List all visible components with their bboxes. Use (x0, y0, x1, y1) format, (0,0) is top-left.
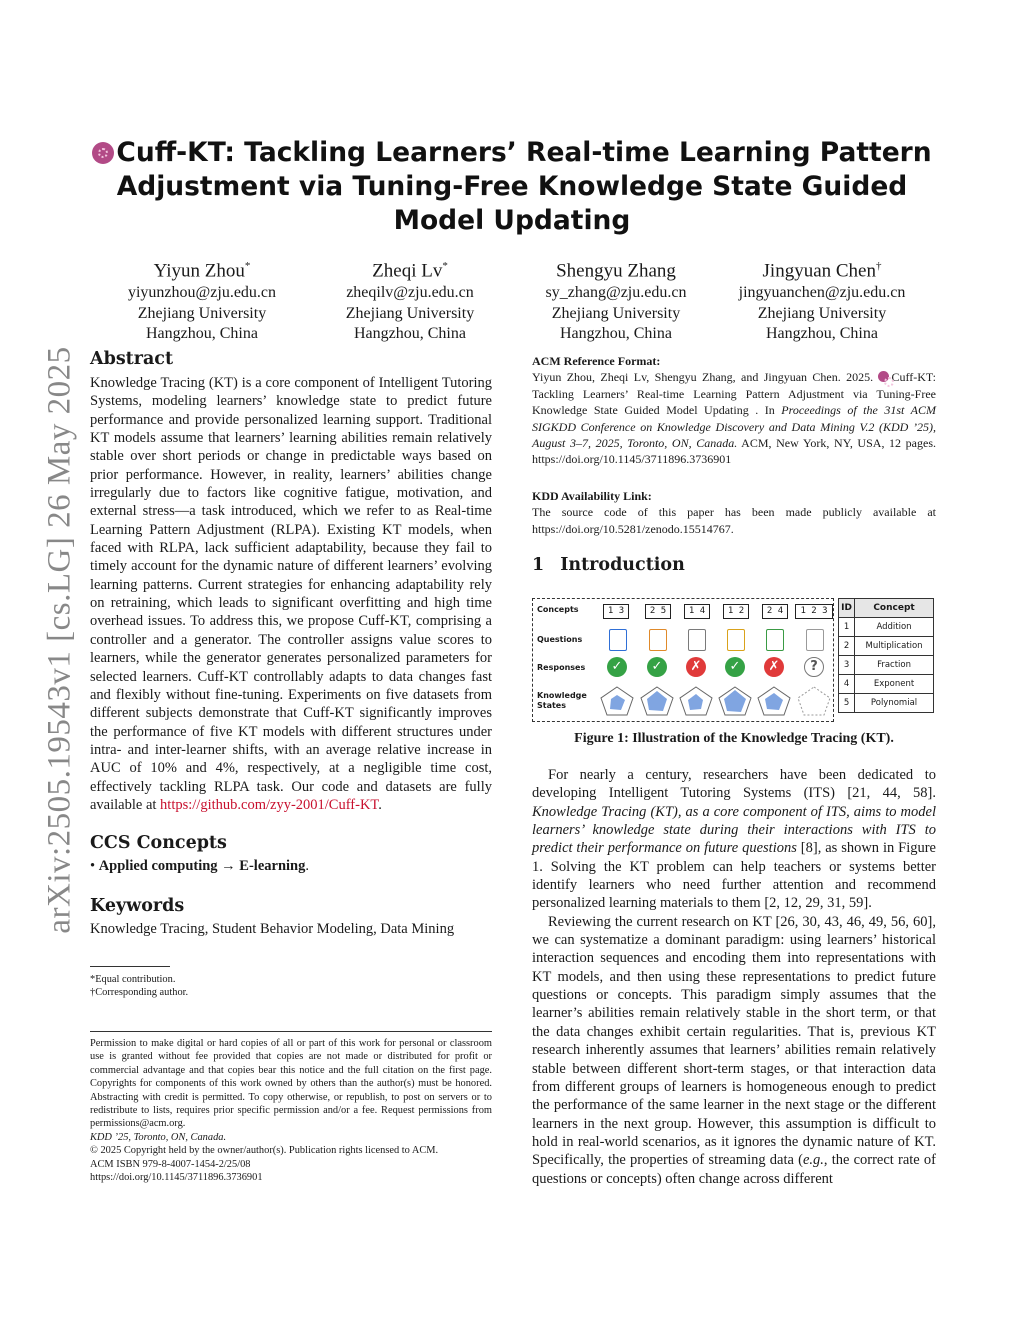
question-icon (727, 629, 745, 651)
abstract-text: Knowledge Tracing (KT) is a core component of Intelligent Tutoring Systems, modeling learners’ knowledge state to predict future performance and provide personalized learning support. Traditional KT models assume that learners’ learning abilities remain relatively stable over short periods or change in predictable ways based on prior performance. However, in reality, learners’ abilities change irregularly due to factors like cognitive fatigue, motivation, and external stress—a task introduced, which we refer to as Real-time Learning Pattern Adjustment (RLPA). Existing KT models, when faced with RLPA, lack sufficient adaptability, because they fail to timely account for the dynamic nature of different learners’ evolving learning patterns. Current strategies for enhancing adaptability rely on retraining, which leads to significant overfitting and high time overhead issues. To address this, we propose Cuff-KT, comprising a controller and a generator. The controller assigns value scores to learners, while the generator generates personalized parameters for selected learners. Cuff-KT controllably adapts to data changes fast and flexibly without fine-tuning. Experiments on five datasets from different subjects demonstrate that Cuff-KT significantly improves the performance of five KT models with different structures under intra- and inter-learner shifts, with an average relative increase in AUC of 10% and 4%, respectively, at a negligible time cost, effectively tackling RLPA task. Our code and datasets are fully available at (90, 375, 492, 813)
intro-text: For nearly a century, researchers have been dedicated to developing Intelligent Tutoring Systems (ITS) [21, 44, 58]. (532, 767, 936, 802)
author-block (496, 254, 736, 345)
intro-text: Reviewing the current research on KT [26, 30, 43, 46, 49, 56, 60], we can systematize a dominant paradigm: using learners’ historical interaction sequences and encoding them into representations with KT models, and then using these representations to predict future questions or concepts. This paradigm simply assumes that the learner’s abilities remain relatively stable in the short term, or that the data changes exhibit certain regularities. That is, previous KT research inherently assumes that learners’ abilities remain relatively stable between different short-term stages, or that interaction data from different groups of learners is homogeneous enough to predict the performance of the same learner in the next stage or the different learners in the next group. However, this assumption is difficult to hold in real-world scenarios, as it ignores the dynamic nature of KT. Specifically, the properties of streaming data ( (532, 913, 936, 1169)
footnote: *Equal contribution. (90, 974, 176, 985)
acm-ref-venue: Proceedings of the 31st ACM SIGKDD Conference on Knowledge Discovery and Data Mining V.2 (KDD ’25), August 3–7, 2025, Toronto, ON, Canada. (532, 403, 936, 451)
paper-title (90, 136, 934, 238)
concept-pair: 1 2 (723, 604, 749, 619)
permission-rule (90, 1031, 492, 1032)
footnote: †Corresponding author. (90, 987, 189, 999)
author-email: sy_zhang@zju.edu.cn (545, 284, 687, 302)
availability-section (532, 488, 936, 537)
section-number: 1 (532, 555, 545, 575)
abstract-end: . (378, 796, 382, 813)
concept-name: Addition (855, 618, 934, 637)
cuff-logo-icon (878, 371, 889, 382)
acm-reference (532, 353, 936, 468)
author-name: Zheqi Lv (372, 260, 443, 282)
table-row (839, 656, 934, 675)
acm-ref-title: Cuff-KT: Tackling Learners’ Real-time Learning Pattern Adjustment via Tuning-Free Knowledge State Guided Model Updating . In (532, 370, 936, 418)
question-icon (806, 629, 824, 651)
keywords-text: Knowledge Tracing, Student Behavior Modeling, Data Mining (90, 921, 455, 937)
concept-name: Exponent (855, 675, 934, 694)
acm-ref-heading: ACM Reference Format: (532, 354, 661, 368)
intro-body (532, 766, 936, 1188)
knowledge-state-radar (754, 685, 794, 717)
author-mark: * (442, 260, 448, 272)
concept-id: 1 (839, 618, 855, 637)
author-name: Yiyun Zhou (153, 260, 245, 282)
intro-italic: Knowledge Tracing (KT), as a core component of ITS, aims to model learners’ knowledge state during their interactions with ITS to predict their performance on future questions (532, 803, 936, 857)
acm-ref-body (532, 369, 936, 467)
author-block (290, 254, 530, 345)
author-email: jingyuanchen@zju.edu.cn (738, 284, 906, 302)
permission-text: Permission to make digital or hard copies of all or part of this work for personal or classroom use is granted without fee provided that copies are not made or distributed for profit or commercial advantage and that copies bear this notice and the full citation on the first page. Copyrights for components of this work owned by others than the author(s) must be honored. Abstracting with credit is permitted. To copy otherwise, or republish, to post on servers or to redistribute to lists, requires prior specific permission and/or a fee. Request permissions from permissions@acm.org. (90, 1038, 492, 1130)
keywords-heading: Keywords (90, 896, 185, 916)
author-affiliation: Zhejiang University (757, 304, 887, 322)
table-row (839, 675, 934, 694)
author-affiliation: Zhejiang University (551, 304, 681, 322)
concept-pair: 1 2 3 (795, 604, 833, 619)
keywords-section (90, 896, 492, 938)
concept-id: 2 (839, 637, 855, 656)
question-icon (609, 629, 627, 651)
response-wrong-icon: ✗ (764, 657, 784, 677)
ccs-item (90, 857, 492, 875)
knowledge-state-radar (676, 685, 716, 717)
figure-1 (532, 598, 936, 724)
author-name: Jingyuan Chen (762, 260, 876, 282)
concept-pair: 1 3 (603, 604, 629, 619)
row-label-questions: Questions (537, 635, 583, 644)
concept-id: 5 (839, 694, 855, 713)
acm-ref-doi: ACM, New York, NY, USA, 12 pages. https://doi.org/10.1145/3711896.3736901 (532, 436, 936, 467)
concept-id: 3 (839, 656, 855, 675)
table-row (839, 618, 934, 637)
row-label-responses: Responses (537, 663, 586, 672)
cuff-logo-icon (92, 142, 114, 164)
table-header: Concept (855, 599, 934, 618)
ccs-section (90, 833, 492, 875)
abstract-body (90, 374, 492, 814)
concept-pair: 2 4 (762, 604, 788, 619)
figure-caption: Figure 1: Illustration of the Knowledge Tracing (KT). (574, 731, 894, 746)
ccs-bullet: • (90, 858, 99, 874)
footnote-rule (90, 966, 170, 967)
footnotes (90, 973, 492, 1000)
doi: https://doi.org/10.1145/3711896.3736901 (90, 1172, 263, 1184)
concept-pair: 1 4 (684, 604, 710, 619)
isbn: ACM ISBN 979-8-4007-1454-2/25/08 (90, 1158, 251, 1170)
knowledge-state-radar (637, 685, 677, 717)
ccs-item-text: Applied computing → E-learning (98, 858, 306, 874)
intro-italic: e.g. (802, 1152, 824, 1169)
title-text: Cuff-KT: Tackling Learners’ Real-time Learning Pattern Adjustment via Tuning-Free Knowledge State Guided Model Updating (116, 137, 932, 236)
intro-paragraph-2 (532, 913, 936, 1188)
response-correct-icon: ✓ (607, 657, 627, 677)
author-affiliation: Zhejiang University (345, 304, 475, 322)
knowledge-state-radar (715, 685, 755, 717)
table-row (839, 637, 934, 656)
author-location: Hangzhou, China (766, 325, 878, 343)
row-label-knowledge-states: Knowledge States (537, 691, 587, 710)
intro-text: [8], as shown in Figure 1. Solving the KT problem can help teachers or systems better identify learners who need further attention and recommend personalized learning materials to them [2, 12, 29, 31, 59]. (532, 840, 936, 912)
table-header: ID (839, 599, 855, 618)
abstract-heading: Abstract (90, 349, 174, 369)
permission-block (90, 1037, 492, 1184)
author-block (702, 254, 942, 345)
author-affiliation: Zhejiang University (137, 304, 267, 322)
author-location: Hangzhou, China (560, 325, 672, 343)
question-icon (688, 629, 706, 651)
author-block (82, 254, 322, 345)
question-icon (649, 629, 667, 651)
copyright: © 2025 Copyright held by the owner/author(s). Publication rights licensed to ACM. (90, 1145, 439, 1157)
author-name: Shengyu Zhang (556, 260, 676, 282)
ccs-heading: CCS Concepts (90, 833, 227, 853)
intro-text: , the correct rate of questions or concepts) often change across different (532, 1152, 936, 1187)
author-location: Hangzhou, China (146, 325, 258, 343)
concept-name: Fraction (855, 656, 934, 675)
author-location: Hangzhou, China (354, 325, 466, 343)
kt-sequence-panel (532, 598, 834, 722)
knowledge-state-radar (597, 685, 637, 717)
knowledge-state-radar (794, 685, 834, 717)
arxiv-stamp: arXiv:2505.19543v1 [cs.LG] 26 May 2025 (41, 346, 78, 934)
acm-ref-authors: Yiyun Zhou, Zheqi Lv, Shengyu Zhang, and Jingyuan Chen. 2025. (532, 370, 879, 385)
concept-name: Polynomial (855, 694, 934, 713)
table-row (839, 694, 934, 713)
venue: KDD ’25, Toronto, ON, Canada. (90, 1131, 227, 1143)
author-email: yiyunzhou@zju.edu.cn (127, 284, 277, 302)
author-mark: * (244, 260, 251, 272)
author-mark: † (875, 260, 882, 272)
abstract-section (90, 349, 492, 814)
concept-name: Multiplication (855, 637, 934, 656)
ccs-end: . (305, 858, 309, 874)
availability-heading: KDD Availability Link: (532, 489, 652, 503)
author-email: zheqilv@zju.edu.cn (346, 284, 474, 302)
response-wrong-icon: ✗ (686, 657, 706, 677)
availability-text: The source code of this paper has been made publicly available at https://doi.org/10.5281/zenodo.15514767. (532, 505, 936, 536)
question-icon (766, 629, 784, 651)
intro-paragraph-1 (532, 766, 936, 913)
concept-table (838, 598, 934, 713)
row-label-concepts: Concepts (537, 605, 579, 614)
intro-heading-block (532, 555, 936, 575)
response-correct-icon: ✓ (725, 657, 745, 677)
concept-pair: 2 5 (645, 604, 671, 619)
response-unknown-icon: ? (804, 657, 824, 677)
github-link[interactable]: https://github.com/zyy-2001/Cuff-KT (160, 796, 379, 813)
concept-id: 4 (839, 675, 855, 694)
intro-heading: Introduction (560, 555, 685, 575)
response-correct-icon: ✓ (647, 657, 667, 677)
